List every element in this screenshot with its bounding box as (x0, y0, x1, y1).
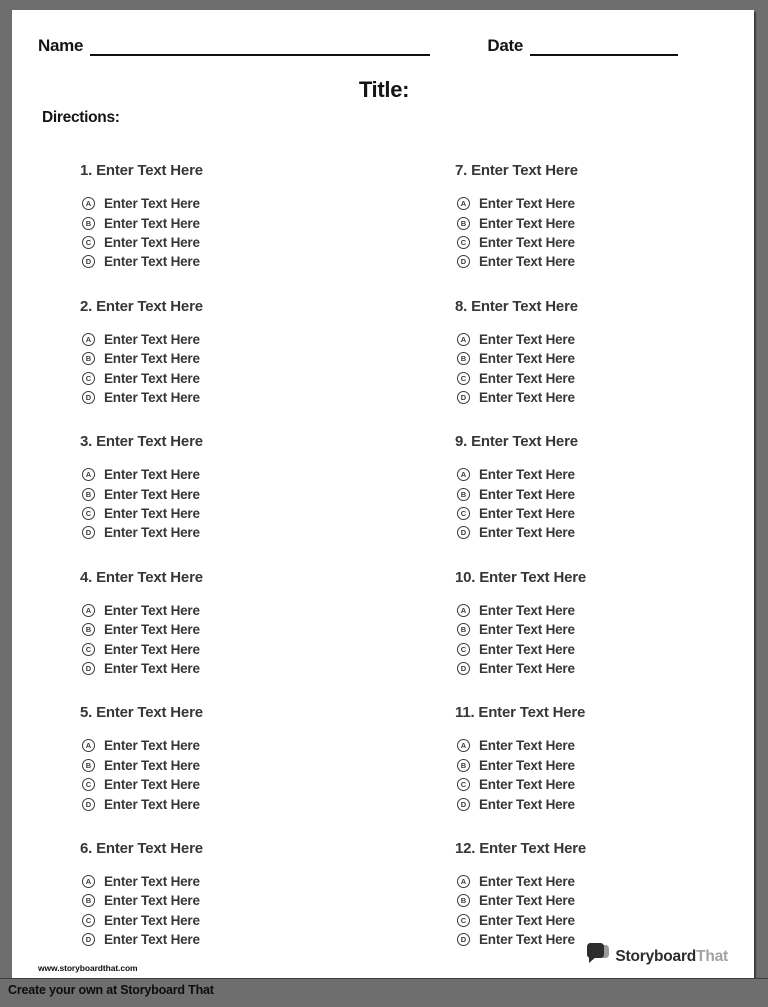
question-number: 5. (80, 704, 93, 722)
option-text: Enter Text Here (479, 196, 575, 212)
questions-column-left (80, 163, 455, 976)
logo-text-storyboard: Storyboard (615, 947, 697, 965)
options-list (455, 601, 730, 679)
option-letter-circle-icon: A (457, 333, 470, 346)
option-row (455, 504, 730, 523)
option-letter-circle-icon: C (82, 372, 95, 385)
option-text: Enter Text Here (479, 777, 575, 793)
question-text: Enter Text Here (96, 704, 203, 722)
question-block (455, 299, 730, 408)
option-row (80, 736, 455, 755)
option-text: Enter Text Here (479, 796, 575, 812)
option-text: Enter Text Here (479, 486, 575, 502)
speech-bubbles-icon (586, 943, 610, 970)
option-letter-circle-icon: C (457, 643, 470, 656)
question-number: 2. (80, 297, 93, 315)
question-number: 8. (455, 297, 468, 315)
question-block (455, 434, 730, 543)
question-number: 12. (455, 839, 476, 857)
option-row (80, 523, 455, 542)
question-title (80, 434, 455, 450)
option-letter-circle-icon: C (457, 236, 470, 249)
option-text: Enter Text Here (104, 525, 200, 541)
option-letter-circle-icon: D (82, 391, 95, 404)
question-text: Enter Text Here (96, 433, 203, 451)
option-letter-circle-icon: A (457, 604, 470, 617)
question-title (455, 434, 730, 450)
option-letter-circle-icon: D (457, 662, 470, 675)
question-title (455, 163, 730, 179)
question-block (80, 299, 455, 408)
option-letter-circle-icon: B (82, 217, 95, 230)
option-row (80, 659, 455, 678)
question-title (80, 299, 455, 315)
question-block (80, 841, 455, 950)
option-text: Enter Text Here (104, 738, 200, 754)
option-text: Enter Text Here (479, 874, 575, 889)
directions-label: Directions: (42, 109, 120, 126)
page-title: Title: (358, 77, 410, 102)
website-url: www.storyboardthat.com (38, 963, 138, 973)
option-row (80, 194, 455, 213)
option-letter-circle-icon: A (82, 875, 95, 888)
option-letter-circle-icon: D (82, 662, 95, 675)
option-row (80, 775, 455, 794)
option-text: Enter Text Here (104, 641, 200, 657)
option-letter-circle-icon: A (82, 739, 95, 752)
option-row (80, 872, 455, 891)
option-letter-circle-icon: A (457, 875, 470, 888)
option-row (80, 252, 455, 271)
option-row (80, 794, 455, 813)
option-row (455, 872, 730, 891)
option-row (80, 465, 455, 484)
option-letter-circle-icon: D (82, 798, 95, 811)
question-title (80, 570, 455, 586)
question-text: Enter Text Here (479, 568, 586, 586)
option-letter-circle-icon: A (82, 333, 95, 346)
date-field-group (487, 36, 678, 56)
option-letter-circle-icon: A (457, 197, 470, 210)
question-number: 7. (455, 162, 468, 179)
option-text: Enter Text Here (104, 215, 200, 231)
option-row (455, 659, 730, 678)
option-letter-circle-icon: C (82, 778, 95, 791)
option-text: Enter Text Here (104, 196, 200, 212)
question-block (80, 434, 455, 543)
question-text: Enter Text Here (96, 297, 203, 315)
options-list (80, 872, 455, 950)
options-list (455, 465, 730, 543)
option-letter-circle-icon: D (82, 526, 95, 539)
option-letter-circle-icon: C (82, 507, 95, 520)
question-number: 1. (80, 162, 93, 179)
worksheet-page (12, 10, 754, 978)
question-title (455, 299, 730, 315)
option-letter-circle-icon: D (457, 526, 470, 539)
option-letter-circle-icon: B (82, 759, 95, 772)
options-list (455, 194, 730, 272)
option-text: Enter Text Here (104, 467, 200, 483)
option-text: Enter Text Here (104, 389, 200, 405)
option-letter-circle-icon: D (457, 933, 470, 946)
option-text: Enter Text Here (479, 370, 575, 386)
option-row (80, 930, 455, 949)
option-row (455, 601, 730, 620)
option-row (455, 911, 730, 930)
option-letter-circle-icon: B (82, 623, 95, 636)
option-text: Enter Text Here (104, 254, 200, 270)
option-letter-circle-icon: C (82, 236, 95, 249)
option-text: Enter Text Here (479, 738, 575, 754)
option-row (455, 330, 730, 349)
question-block (455, 705, 730, 814)
option-row (455, 639, 730, 658)
option-text: Enter Text Here (104, 351, 200, 367)
question-text: Enter Text Here (479, 839, 586, 857)
option-letter-circle-icon: C (457, 778, 470, 791)
option-text: Enter Text Here (479, 215, 575, 231)
questions-column-right (455, 163, 730, 976)
options-list (80, 194, 455, 272)
option-letter-circle-icon: C (82, 914, 95, 927)
options-list (80, 736, 455, 814)
option-letter-circle-icon: A (82, 604, 95, 617)
option-text: Enter Text Here (479, 331, 575, 347)
option-row (80, 330, 455, 349)
question-number: 11. (455, 704, 475, 722)
option-text: Enter Text Here (104, 234, 200, 250)
option-text: Enter Text Here (104, 874, 200, 889)
question-block (80, 705, 455, 814)
banner-text: Create your own at Storyboard That (8, 983, 214, 997)
option-row (80, 601, 455, 620)
option-row (80, 756, 455, 775)
option-row (455, 233, 730, 252)
option-row (455, 252, 730, 271)
option-text: Enter Text Here (479, 467, 575, 483)
option-text: Enter Text Here (104, 777, 200, 793)
option-letter-circle-icon: C (457, 372, 470, 385)
question-number: 10. (455, 568, 476, 586)
option-letter-circle-icon: D (82, 255, 95, 268)
option-row (80, 485, 455, 504)
option-letter-circle-icon: B (82, 352, 95, 365)
option-text: Enter Text Here (479, 641, 575, 657)
question-text: Enter Text Here (471, 433, 578, 451)
option-letter-circle-icon: A (457, 739, 470, 752)
name-label: Name (38, 36, 84, 55)
option-letter-circle-icon: C (457, 507, 470, 520)
option-row (80, 639, 455, 658)
question-text: Enter Text Here (478, 704, 586, 722)
name-field-group (38, 36, 430, 56)
option-text: Enter Text Here (479, 757, 575, 773)
option-row (455, 485, 730, 504)
option-row (80, 891, 455, 910)
option-row (455, 368, 730, 387)
option-text: Enter Text Here (479, 661, 575, 677)
option-text: Enter Text Here (104, 912, 200, 928)
option-text: Enter Text Here (479, 254, 575, 270)
question-text: Enter Text Here (96, 162, 203, 179)
option-row (455, 388, 730, 407)
options-list (80, 601, 455, 679)
option-text: Enter Text Here (104, 932, 200, 948)
option-letter-circle-icon: D (457, 798, 470, 811)
option-letter-circle-icon: B (457, 759, 470, 772)
option-row (455, 794, 730, 813)
option-row (80, 233, 455, 252)
option-row (80, 620, 455, 639)
option-text: Enter Text Here (479, 932, 575, 948)
option-text: Enter Text Here (104, 331, 200, 347)
question-number: 9. (455, 433, 468, 451)
option-letter-circle-icon: B (457, 894, 470, 907)
option-row (455, 891, 730, 910)
question-title (80, 705, 455, 721)
option-row (455, 620, 730, 639)
option-text: Enter Text Here (104, 661, 200, 677)
option-row (455, 775, 730, 794)
question-number: 3. (80, 433, 93, 451)
option-letter-circle-icon: D (457, 255, 470, 268)
option-text: Enter Text Here (104, 370, 200, 386)
option-text: Enter Text Here (479, 622, 575, 638)
option-text: Enter Text Here (479, 893, 575, 909)
option-letter-circle-icon: B (82, 894, 95, 907)
option-letter-circle-icon: B (457, 352, 470, 365)
option-row (455, 465, 730, 484)
question-title (455, 570, 730, 586)
option-row (455, 194, 730, 213)
option-letter-circle-icon: A (82, 468, 95, 481)
option-text: Enter Text Here (479, 525, 575, 541)
option-text: Enter Text Here (104, 506, 200, 522)
option-letter-circle-icon: D (82, 933, 95, 946)
question-block (80, 163, 455, 272)
logo-text (615, 948, 728, 966)
option-text: Enter Text Here (479, 351, 575, 367)
question-block (455, 163, 730, 272)
question-number: 4. (80, 568, 93, 586)
bottom-banner (0, 978, 768, 1007)
option-text: Enter Text Here (479, 506, 575, 522)
option-letter-circle-icon: A (457, 468, 470, 481)
question-title (455, 841, 730, 857)
option-letter-circle-icon: B (457, 623, 470, 636)
option-letter-circle-icon: B (457, 217, 470, 230)
question-text: Enter Text Here (471, 162, 578, 179)
option-letter-circle-icon: D (457, 391, 470, 404)
option-row (80, 349, 455, 368)
option-text: Enter Text Here (104, 757, 200, 773)
option-row (80, 911, 455, 930)
option-row (455, 349, 730, 368)
option-text: Enter Text Here (104, 893, 200, 909)
question-title (80, 163, 455, 179)
option-text: Enter Text Here (104, 486, 200, 502)
option-row (455, 213, 730, 232)
option-letter-circle-icon: B (457, 488, 470, 501)
question-block (80, 570, 455, 679)
name-blank-line (90, 37, 430, 56)
question-text: Enter Text Here (471, 297, 578, 315)
option-text: Enter Text Here (104, 622, 200, 638)
header-row (38, 36, 730, 56)
options-list (80, 330, 455, 408)
option-row (80, 368, 455, 387)
options-list (455, 330, 730, 408)
option-text: Enter Text Here (479, 912, 575, 928)
storyboardthat-logo (586, 943, 728, 970)
option-text: Enter Text Here (479, 602, 575, 618)
question-block (455, 841, 730, 950)
option-text: Enter Text Here (104, 602, 200, 618)
option-letter-circle-icon: A (82, 197, 95, 210)
option-text: Enter Text Here (479, 389, 575, 405)
option-row (455, 756, 730, 775)
option-letter-circle-icon: C (82, 643, 95, 656)
option-row (80, 213, 455, 232)
question-text: Enter Text Here (96, 839, 203, 857)
options-list (455, 872, 730, 950)
question-title (455, 705, 730, 721)
options-list (455, 736, 730, 814)
logo-text-that: That (696, 947, 728, 965)
questions-grid (38, 163, 730, 976)
date-label: Date (487, 36, 523, 55)
option-text: Enter Text Here (479, 234, 575, 250)
question-number: 6. (80, 839, 93, 857)
question-title (80, 841, 455, 857)
option-row (80, 388, 455, 407)
option-row (80, 504, 455, 523)
question-text: Enter Text Here (96, 568, 203, 586)
option-row (455, 523, 730, 542)
option-row (455, 736, 730, 755)
options-list (80, 465, 455, 543)
question-block (455, 570, 730, 679)
option-text: Enter Text Here (104, 796, 200, 812)
date-blank-line (530, 37, 678, 56)
option-letter-circle-icon: B (82, 488, 95, 501)
option-letter-circle-icon: C (457, 914, 470, 927)
